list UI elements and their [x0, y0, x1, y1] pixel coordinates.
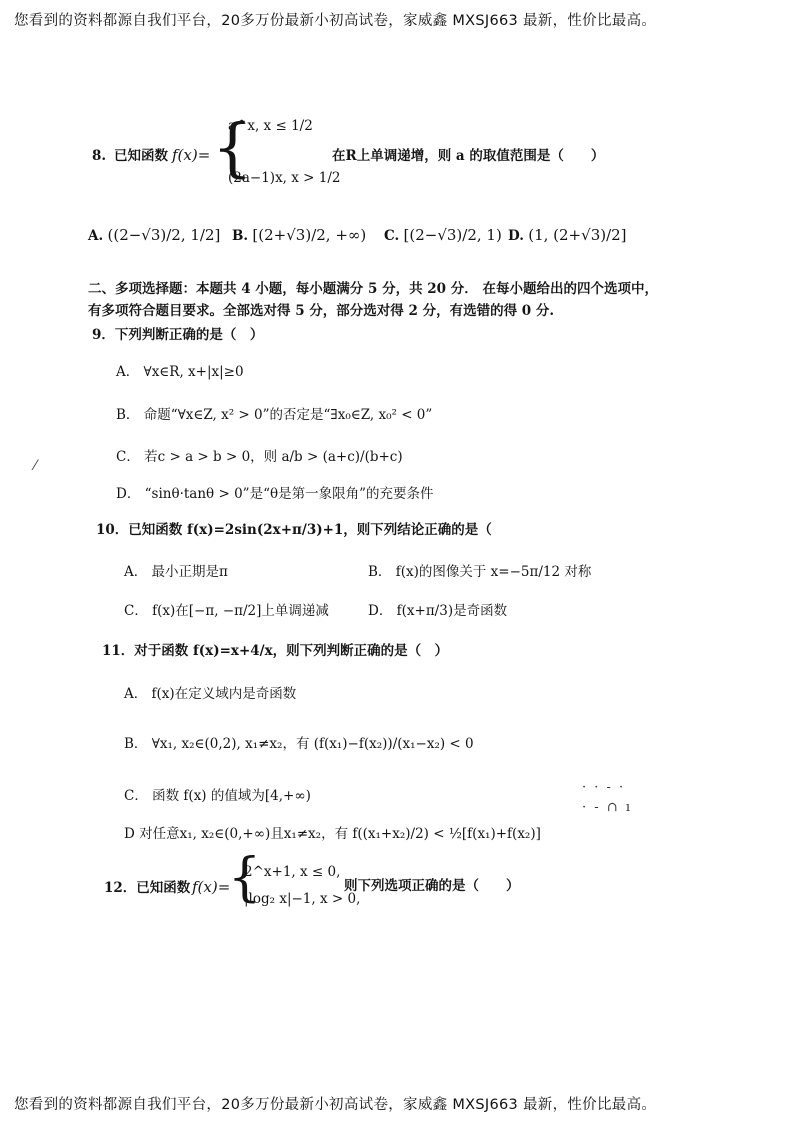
- q9-option-a-text: ∀x∈R, x+|x|≥0: [143, 364, 244, 380]
- q10-option-b-label: B．: [368, 564, 392, 580]
- q11-stem: 11．对于函数 f(x)=x+4/x，则下列判断正确的是（ ）: [102, 643, 449, 659]
- q10-option-a-label: A．: [124, 564, 148, 580]
- q8-option-b-text: [(2+√3)/2, +∞): [252, 226, 367, 244]
- q8-stem-prefix: 已知函数: [114, 148, 168, 164]
- q8-option-a-label: A.: [88, 228, 104, 244]
- q9-option-a: [116, 364, 244, 380]
- q11-option-a: [124, 686, 296, 702]
- q8-option-a: [88, 226, 220, 244]
- q11-option-b-label: B．: [124, 736, 148, 752]
- q12-piece-2: [244, 891, 360, 907]
- q9-option-d-label: D．: [116, 486, 141, 502]
- q9-option-c: [116, 449, 403, 465]
- top-banner: 您看到的资料都源自我们平台，20多万份最新小初高试卷，家威鑫 MXSJ663 最新，性价比最高。: [14, 13, 657, 29]
- q8-option-c: [384, 226, 502, 244]
- q10-stem: 10．已知函数 f(x)=2sin(2x+π/3)+1，则下列结论正确的是（: [96, 522, 492, 538]
- q8-piece2-text: (2a−1)x, x > 1/2: [228, 170, 341, 186]
- q10-option-a-text: 最小正期是π: [151, 564, 228, 580]
- q10-option-d-label: D．: [368, 603, 393, 619]
- q10-option-d-text: f(x+π/3)是奇函数: [396, 603, 508, 619]
- q10-option-b-text: f(x)的图像关于 x=−5π/12 对称: [395, 564, 592, 580]
- q9-option-c-label: C．: [116, 449, 140, 465]
- q12-func: f(x)=: [192, 878, 231, 896]
- scan-mark-right: · · ‐ ·: [582, 780, 626, 795]
- q8-option-b: [232, 226, 366, 244]
- q11-option-b: [124, 736, 474, 752]
- q8-option-c-text: [(2−√3)/2, 1): [403, 226, 502, 244]
- q10-option-c-label: C．: [124, 603, 148, 619]
- q9-option-b-text: 命题“∀x∈Z, x² > 0”的否定是“∃x₀∈Z, x₀² < 0”: [143, 407, 433, 423]
- q9-stem: 9．下列判断正确的是（ ）: [92, 327, 264, 343]
- q8-option-a-text: ((2−√3)/2, 1/2]: [107, 226, 221, 244]
- q8-piece-2: [228, 170, 341, 186]
- q8-brace: {: [212, 111, 253, 185]
- q10-option-c: [124, 603, 329, 619]
- q12-brace: {: [228, 848, 262, 908]
- q8-option-b-label: B.: [232, 228, 249, 244]
- q12-stem-suffix: 则下列选项正确的是（ ）: [344, 878, 520, 894]
- scan-mark-left: ⁄: [34, 458, 37, 474]
- q8-number: 8.: [92, 148, 107, 164]
- q10-option-b: [368, 564, 591, 580]
- q10-option-a: [124, 564, 228, 580]
- q8-stem-suffix: 在R上单调递增，则 a 的取值范围是（ ）: [332, 148, 605, 164]
- q8-piece1-text: a^x, x ≤ 1/2: [228, 118, 313, 134]
- q8-option-d: [508, 226, 627, 244]
- q12-piece1-text: 2^x+1, x ≤ 0,: [244, 864, 341, 880]
- section2-line-2: 有多项符合题目要求。全部选对得 5 分，部分选对得 2 分，有选错的得 0 分.: [88, 303, 555, 319]
- q10-option-d: [368, 603, 507, 619]
- q9-option-b-label: B．: [116, 407, 140, 423]
- scan-mark-right-2: · ‐ ∩ ı: [582, 800, 632, 815]
- q8-option-c-label: C.: [384, 228, 400, 244]
- q11-option-c-label: C．: [124, 788, 148, 804]
- q11-option-d-text: 对任意x₁, x₂∈(0,+∞)且x₁≠x₂，有 f((x₁+x₂)/2) < ½[f(x₁)+f(x₂)]: [139, 826, 541, 842]
- q11-option-d: [124, 826, 541, 842]
- q9-option-a-label: A．: [116, 364, 140, 380]
- q11-option-c-text: 函数 f(x) 的值域为[4,+∞): [152, 788, 311, 804]
- q11-option-a-text: f(x)在定义域内是奇函数: [151, 686, 297, 702]
- q8-piece-1: [228, 118, 313, 134]
- section2-line-1: 二、多项选择题：本题共 4 小题，每小题满分 5 分，共 20 分． 在每小题给出的四个选项中，: [88, 281, 658, 297]
- q12-piece2-text: |log₂ x|−1, x > 0,: [244, 891, 361, 907]
- q11-option-a-label: A．: [124, 686, 148, 702]
- bottom-banner: 您看到的资料都源自我们平台，20多万份最新小初高试卷，家威鑫 MXSJ663 最新，性价比最高。: [14, 1097, 657, 1113]
- q8-func: f(x)=: [172, 146, 211, 164]
- q12-stem-prefix: 12．已知函数: [104, 880, 191, 896]
- q9-option-c-text: 若c > a > b > 0，则 a/b > (a+c)/(b+c): [144, 449, 403, 465]
- q12-piece-1: [244, 864, 340, 880]
- q8-option-d-label: D.: [508, 228, 524, 244]
- q11-option-c: [124, 788, 311, 804]
- q9-option-d: [116, 486, 434, 502]
- q11-option-d-label: D: [124, 826, 135, 842]
- q10-option-c-text: f(x)在[−π, −π/2]上单调递减: [152, 603, 329, 619]
- q8-option-d-text: (1, (2+√3)/2]: [528, 226, 627, 244]
- q9-option-b: [116, 407, 432, 423]
- q9-option-d-text: “sinθ·tanθ > 0”是“θ是第一象限角”的充要条件: [144, 486, 434, 502]
- q11-option-b-text: ∀x₁, x₂∈(0,2), x₁≠x₂，有 (f(x₁)−f(x₂))/(x₁−x₂) < 0: [151, 736, 474, 752]
